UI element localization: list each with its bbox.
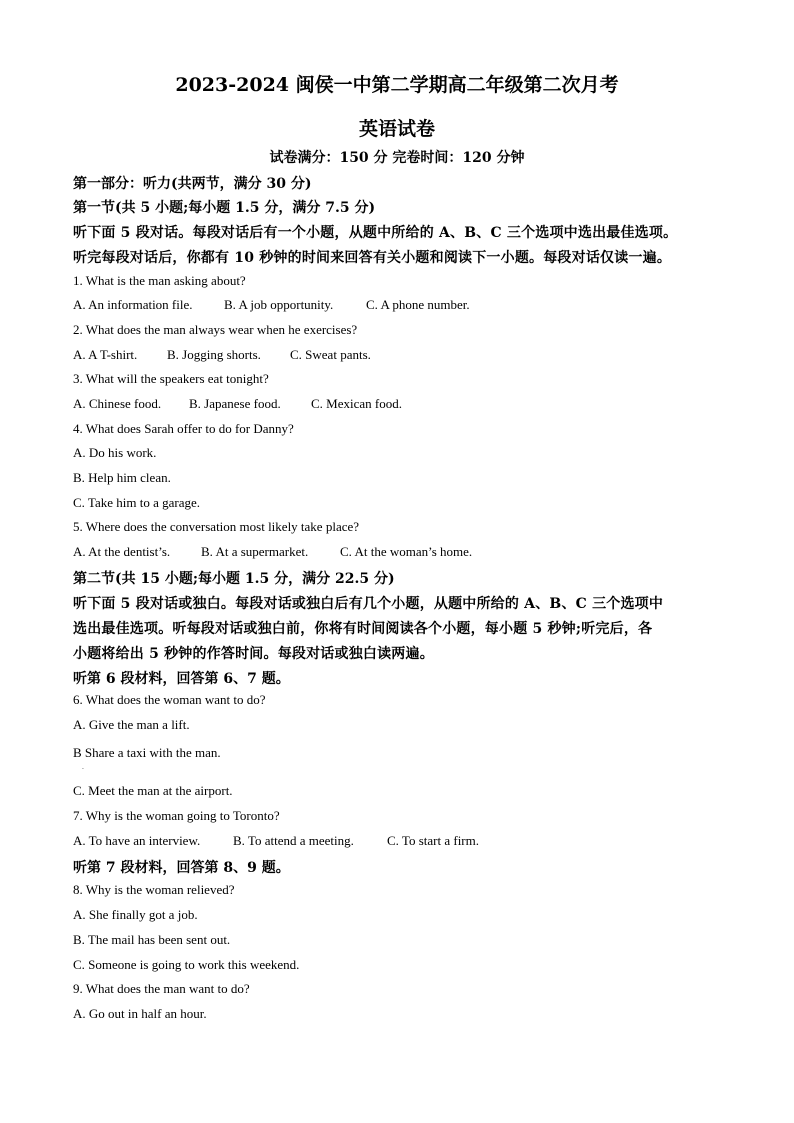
question-3: 3. What will the speakers eat tonight? [73,371,269,386]
option-b: B. Jogging shorts. [167,347,261,362]
question-7: 7. Why is the woman going to Toronto? [73,808,280,823]
section2-heading: 第二节(共 15 小题;每小题 1.5 分，满分 22.5 分) [73,571,395,587]
option-b: B. At a supermarket. [201,544,309,559]
material-7-heading: 听第 7 段材料，回答第 8、9 题。 [73,860,290,876]
option-b: B. A job opportunity. [224,297,334,312]
option-c: C. At the woman’s home. [340,544,473,559]
stray-dot: . [82,764,84,771]
material-6-heading: 听第 6 段材料，回答第 6、7 题。 [73,671,290,687]
option-b: B. Japanese food. [189,396,281,411]
section1-instruction-line1: 听下面 5 段对话。每段对话后有一个小题，从题中所给的 A、B、C 三个选项中选出最佳选项。 [73,225,678,241]
question-2: 2. What does the man always wear when he exercises? [73,322,358,337]
question-7-options [73,833,479,849]
question-1: 1. What is the man asking about? [73,273,246,288]
question-8-option-b: B. The mail has been sent out. [73,932,231,947]
option-a: A. An information file. [73,297,193,312]
question-6: 6. What does the woman want to do? [73,692,266,707]
exam-title: 2023-2024 闽侯一中第二学期高二年级第二次月考 [175,74,619,96]
question-8-option-a: A. She finally got a job. [73,907,198,922]
question-4-option-a: A. Do his work. [73,445,157,460]
question-9-option-a: A. Go out in half an hour. [73,1006,207,1021]
question-8: 8. Why is the woman relieved? [73,882,235,897]
option-c: C. Mexican food. [311,396,402,411]
section2-instruction-line1: 听下面 5 段对话或独白。每段对话或独白后有几个小题，从题中所给的 A、B、C 三个选项中 [73,596,664,612]
question-5: 5. Where does the conversation most likely take place? [73,519,360,534]
option-b: B. To attend a meeting. [233,833,354,848]
question-6-option-b: B Share a taxi with the man. [73,745,221,760]
section2-instruction-line3: 小题将给出 5 秒钟的作答时间。每段对话或独白读两遍。 [73,646,434,662]
question-2-options [73,347,371,363]
question-5-options [73,544,472,560]
question-6-option-a: A. Give the man a lift. [73,717,190,732]
question-4-option-c: C. Take him to a garage. [73,495,201,510]
option-c: C. Sweat pants. [290,347,371,362]
option-a: A. At the dentist’s. [73,544,171,559]
question-1-options [73,297,470,313]
question-4-option-b: B. Help him clean. [73,470,171,485]
section2-instruction-line2: 选出最佳选项。听每段对话或独白前，你将有时间阅读各个小题，每小题 5 秒钟;听完后，各 [73,621,653,637]
option-a: A. A T-shirt. [73,347,138,362]
exam-subject: 英语试卷 [358,118,435,140]
section1-instruction-line2: 听完每段对话后，你都有 10 秒钟的时间来回答有关小题和阅读下一小题。每段对话仅读一遍。 [73,250,672,266]
question-9: 9. What does the man want to do? [73,981,250,996]
question-8-option-c: C. Someone is going to work this weekend. [73,957,300,972]
score-time-line: 试卷满分：150 分 完卷时间：120 分钟 [269,150,525,166]
section1-heading: 第一节(共 5 小题;每小题 1.5 分，满分 7.5 分) [73,200,376,216]
option-c: C. To start a firm. [387,833,480,848]
question-4: 4. What does Sarah offer to do for Danny? [73,421,294,436]
option-a: A. To have an interview. [73,833,201,848]
question-3-options [73,396,402,412]
part1-heading: 第一部分：听力(共两节，满分 30 分) [73,176,312,192]
option-a: A. Chinese food. [73,396,162,411]
option-c: C. A phone number. [366,297,470,312]
question-6-option-c: C. Meet the man at the airport. [73,783,233,798]
